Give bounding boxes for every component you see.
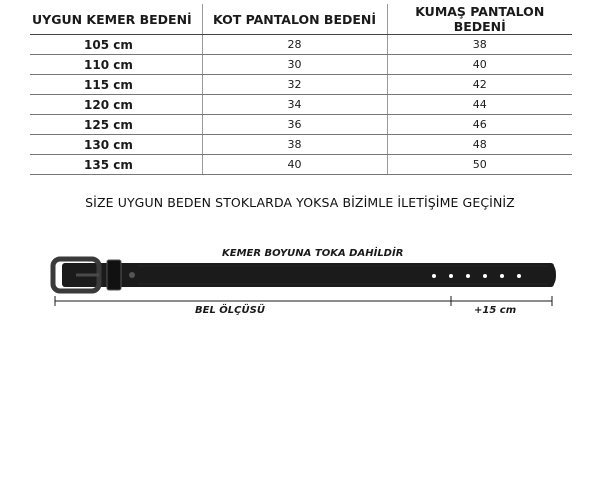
belt-keeper [107,260,121,290]
belt-rivet [129,272,135,278]
header-trouser-size: KUMAŞ PANTALON BEDENİ [387,4,572,35]
belt-size-cell: 105 cm [30,35,202,55]
jeans-size-cell: 32 [202,75,387,95]
table-row [30,35,572,55]
belt-illustration-icon [0,250,600,310]
belt-size-cell: 120 cm [30,95,202,115]
belt-strap [62,263,554,287]
belt-tip [548,263,556,287]
trouser-size-cell: 44 [387,95,572,115]
jeans-size-cell: 28 [202,35,387,55]
table-header-row [30,4,572,35]
stock-notice: SİZE UYGUN BEDEN STOKLARDA YOKSA BİZİMLE İLETİŞİME GEÇİNİZ [85,195,515,210]
table-row [30,95,572,115]
jeans-size-cell: 34 [202,95,387,115]
jeans-size-cell: 40 [202,155,387,175]
table-row [30,55,572,75]
belt-hole [483,274,487,278]
header-belt-size: UYGUN KEMER BEDENİ [30,4,202,35]
belt-hole [466,274,470,278]
jeans-size-cell: 36 [202,115,387,135]
belt-hole [449,274,453,278]
trouser-size-cell: 46 [387,115,572,135]
table-row [30,75,572,95]
trouser-size-cell: 48 [387,135,572,155]
belt-size-cell: 115 cm [30,75,202,95]
belt-hole [500,274,504,278]
belt-size-cell: 125 cm [30,115,202,135]
jeans-size-cell: 30 [202,55,387,75]
belt-hole [432,274,436,278]
belt-length-note: KEMER BOYUNA TOKA DAHİLDİR [222,248,404,259]
trouser-size-cell: 42 [387,75,572,95]
trouser-size-cell: 38 [387,35,572,55]
table-row [30,115,572,135]
table-row [30,155,572,175]
belt-size-cell: 135 cm [30,155,202,175]
belt-size-cell: 110 cm [30,55,202,75]
trouser-size-cell: 50 [387,155,572,175]
trouser-size-cell: 40 [387,55,572,75]
belt-size-table [30,4,572,175]
jeans-size-cell: 38 [202,135,387,155]
belt-size-cell: 130 cm [30,135,202,155]
extra-length-label: +15 cm [474,305,517,316]
waist-measure-label: BEL ÖLÇÜSÜ [195,305,265,316]
table-row [30,135,572,155]
header-jeans-size: KOT PANTALON BEDENİ [202,4,387,35]
belt-hole [517,274,521,278]
